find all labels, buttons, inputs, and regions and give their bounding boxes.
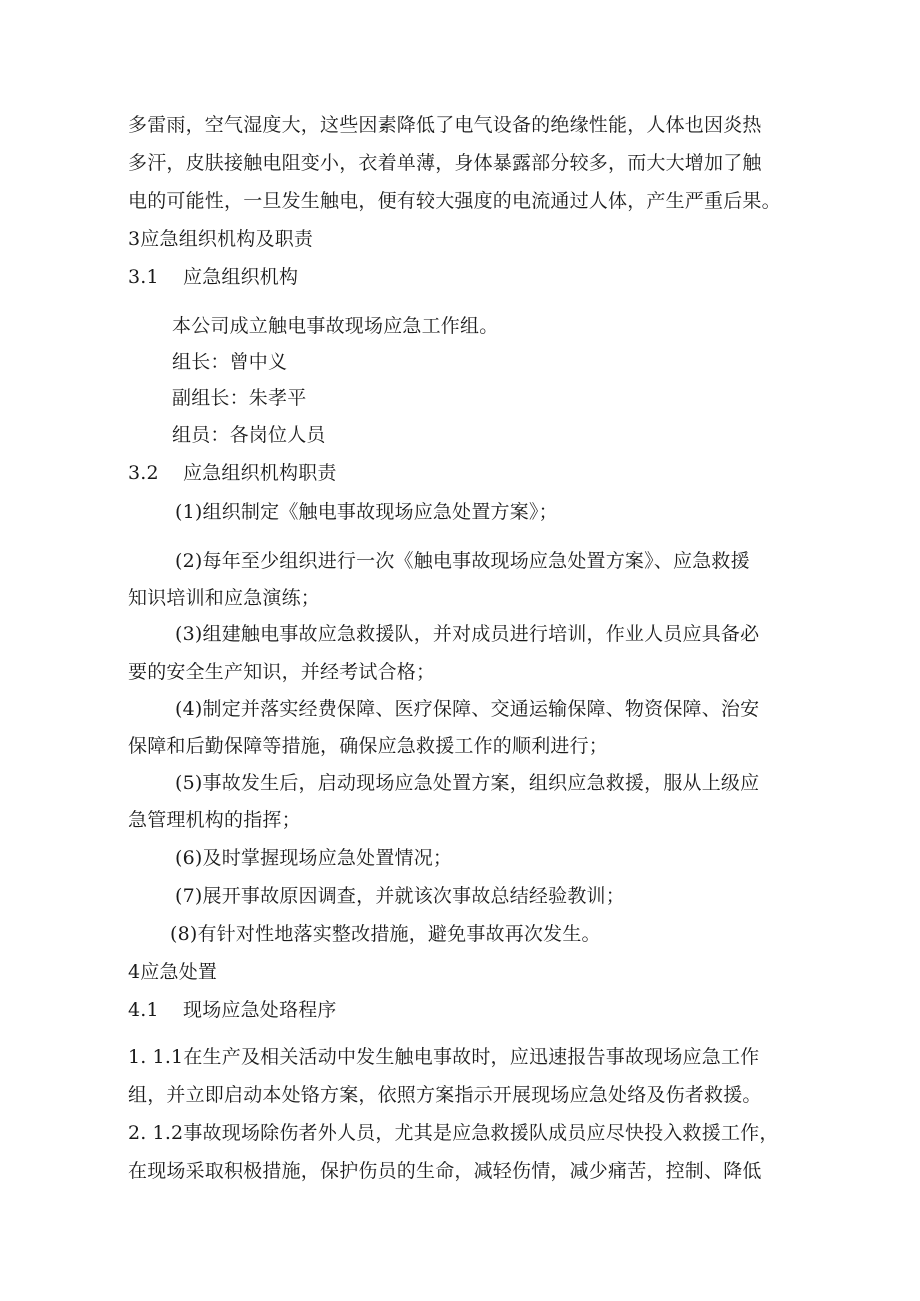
duty-4-line-2: 保障和后勤保障等措施，确保应急救援工作的顺利进行； [128,735,609,757]
heading-3-1-title: 应急组织机构 [183,266,299,288]
intro-line-2: 多汗，皮肤接触电阻变小，衣着单薄，身体暴露部分较多，而大大增加了触 [128,152,762,174]
duty-1: (1)组织制定《触电事故现场应急处置方案》； [175,501,558,523]
duty-3-line-1: (3)组建触电事故应急救援队，并对成员进行培训，作业人员应具备必 [175,623,760,645]
heading-4-1-number: 4.1 [128,999,159,1021]
duty-3-line-2: 要的安全生产知识，并经考试合格； [128,661,436,683]
heading-section-3: 3应急组织机构及职责 [128,228,314,250]
duty-4-line-1: (4)制定并落实经费保障、医疗保障、交通运输保障、物资保障、治安 [175,698,760,720]
intro-line-1: 多雷雨，空气湿度大，这些因素降低了电气设备的绝缘性能，人体也因炎热 [128,114,762,136]
heading-4-1-title: 现场应急处珞程序 [183,999,337,1021]
org-line-deputy: 副组长：朱孝平 [172,387,307,409]
duty-5-line-2: 急管理机构的指挥； [128,809,301,831]
step-2-line-1 [128,1121,779,1145]
step-2-marker: 2. [128,1122,147,1144]
heading-3-2-title: 应急组织机构职责 [183,462,337,484]
heading-3-2-number: 3.2 [128,462,159,484]
step-1-text: 1.1在生产及相关活动中发生触电事故时，应迅速报告事故现场应急工作 [152,1046,760,1068]
duty-8: (8)有针对性地落实整改措施，避免事故再次发生。 [170,923,601,945]
step-1-line-1 [128,1045,759,1069]
duty-6: (6)及时掌握现场应急处置情况； [175,847,453,869]
duty-5-line-1: (5)事故发生后，启动现场应急处置方案，组织应急救援，服从上级应 [175,772,760,794]
step-2-line-2: 在现场采取积极措施，保护伤员的生命，减轻伤情，减少痛苦，控制、降低 [128,1160,762,1182]
heading-4-1 [128,998,337,1022]
duty-7: (7)展开事故原因调查，并就该次事故总结经验教训； [175,885,625,907]
step-1-marker: 1. [128,1046,147,1068]
step-2-text: 1.2事故现场除伤者外人员，尤其是应急救援队成员应尽快投入救援工作， [152,1122,779,1144]
duty-2-line-2: 知识培训和应急演练； [128,587,321,609]
heading-3-2 [128,461,337,485]
org-line-leader: 组长：曾中义 [172,351,288,373]
heading-3-1 [128,265,298,289]
heading-section-4: 4应急处置 [128,961,218,983]
org-line-1: 本公司成立触电事故现场应急工作组。 [172,315,499,337]
step-1-line-2: 组，并立即启动本处铬方案，依照方案指示开展现场应急处络及伤者救援。 [128,1084,762,1106]
intro-line-3: 电的可能性，一旦发生触电，便有较大强度的电流通过人体，产生严重后果。 [128,190,781,212]
duty-2-line-1: (2)每年至少组织进行一次《触电事故现场应急处置方案》、应急救援 [175,550,750,572]
heading-3-1-number: 3.1 [128,266,159,288]
org-line-members: 组员：各岗位人员 [172,424,326,446]
